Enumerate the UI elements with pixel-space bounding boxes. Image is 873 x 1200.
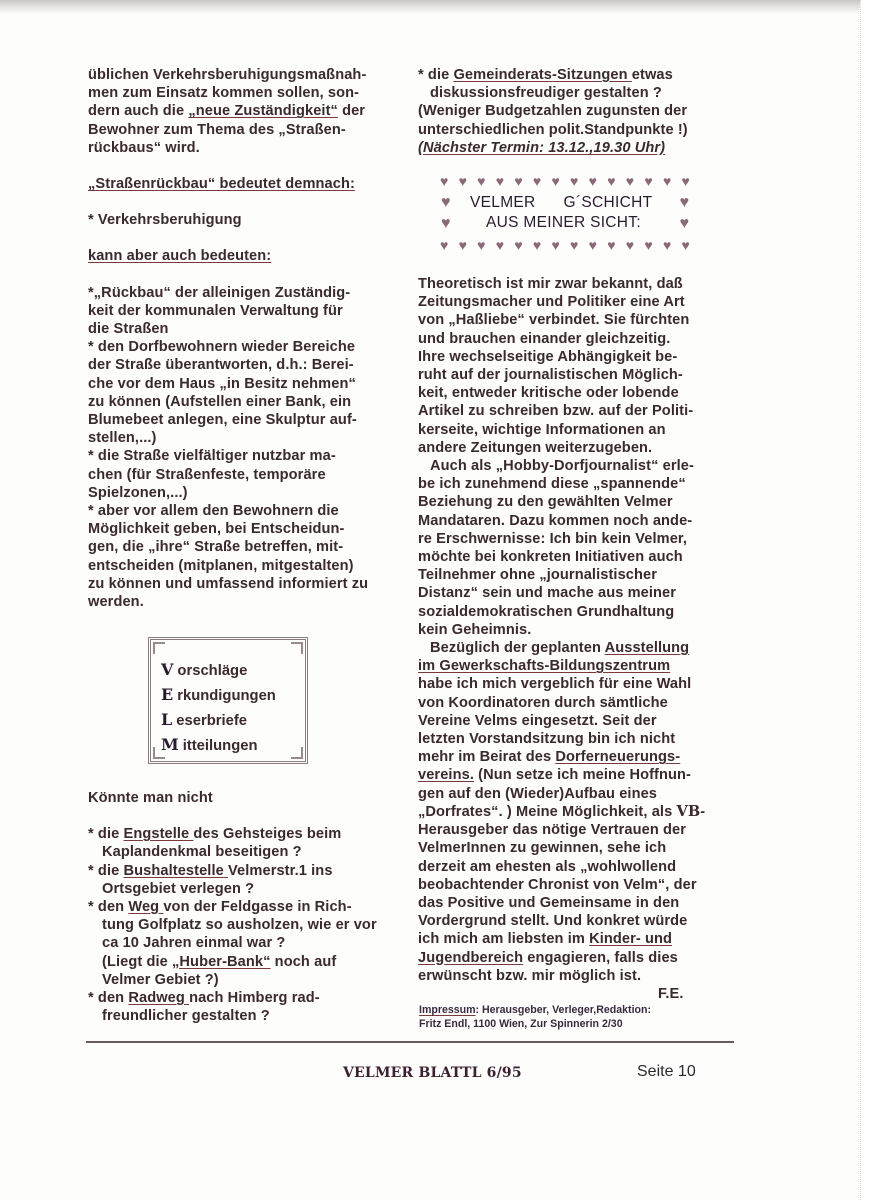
heart-icon: ♥ xyxy=(440,237,449,253)
column-subtitle: AUS MEINER SICHT: xyxy=(486,214,641,231)
corner-ornament xyxy=(291,642,303,654)
page-number: Seite 10 xyxy=(637,1063,696,1080)
impressum xyxy=(419,1003,651,1031)
text-line: Theoretisch ist mir zwar bekannt, daß xyxy=(418,276,683,292)
text-line: möchte bei konkreten Initiativen auch xyxy=(418,549,683,566)
article-body xyxy=(418,275,738,1003)
text-line: das Positive und Gemeinsame in den xyxy=(418,894,680,911)
text-fragment: engagieren, falls dies xyxy=(523,949,678,966)
text-fragment: nach Himberg rad- xyxy=(189,990,320,1007)
text-line: die Straßen xyxy=(88,321,169,338)
heart-icon: ♥ xyxy=(644,173,653,189)
text-line: letzten Vorstandsitzung bin ich nicht xyxy=(418,731,676,748)
acrostic-row xyxy=(161,733,276,758)
question-item xyxy=(88,862,408,880)
heart-icon: ♥ xyxy=(588,237,597,253)
text-fragment: ich mich am liebsten im xyxy=(418,931,590,948)
text-fragment: : Herausgeber, Verleger,Redaktion: xyxy=(475,1004,651,1016)
underlined-term: Kinder- und xyxy=(589,931,673,948)
text-fragment: * die xyxy=(418,67,454,83)
heart-icon: ♥ xyxy=(679,194,689,211)
text-fragment: (Nun setze ich meine Hoffnun- xyxy=(473,767,692,784)
text-line xyxy=(88,102,408,120)
text-fragment: * den xyxy=(88,990,129,1007)
heart-icon: ♥ xyxy=(607,173,616,189)
scan-shadow-top xyxy=(0,0,873,14)
text-fragment: von der Feldgasse in Rich- xyxy=(163,899,352,916)
text-fragment: Bezüglich der geplanten xyxy=(430,640,605,657)
text-fragment: * die xyxy=(88,826,124,843)
acrostic-row xyxy=(161,708,276,733)
underlined-term: „Huber-Bank“ xyxy=(172,953,271,970)
text-line: freundlicher gestalten ? xyxy=(102,1008,270,1025)
text-line: von „Haßliebe“ verbindet. Sie fürchten xyxy=(418,312,690,329)
text-line: tung Golfplatz so ausholzen, wie er vor xyxy=(102,917,377,934)
question-item xyxy=(88,989,408,1007)
acrostic-row xyxy=(161,658,276,683)
text-line: Vereine Velms eingesetzt. Seit der xyxy=(418,712,657,729)
text-line: Bewohner zum Thema des „Straßen- xyxy=(88,121,346,138)
heart-icon: ♥ xyxy=(662,173,672,189)
text-line: unterschiedlichen polit.Standpunkte !) xyxy=(418,121,688,138)
section-heading: „Straßenrückbau“ bedeutet demnach: xyxy=(88,176,355,193)
text-line: beobachtender Chronist von Velm“, der xyxy=(418,876,697,893)
paragraph xyxy=(418,275,738,457)
heart-icon: ♥ xyxy=(681,173,690,189)
text-line: che vor dem Haus „in Besitz nehmen“ xyxy=(88,375,356,392)
underlined-term: Engstelle xyxy=(123,826,194,843)
heart-icon: ♥ xyxy=(514,173,523,189)
heart-icon: ♥ xyxy=(514,237,523,253)
text-line: diskussionsfreudiger gestalten ? xyxy=(430,85,662,102)
text-line: chen (für Straßenfeste, temporäre xyxy=(88,466,326,483)
meaning-list xyxy=(88,284,408,612)
text-line: stellen,...) xyxy=(88,430,157,447)
acrostic-initial: E xyxy=(161,685,174,704)
question-intro: Könnte man nicht xyxy=(88,790,213,806)
text-line xyxy=(418,930,738,948)
heart-icon: ♥ xyxy=(532,173,542,189)
acrostic-word: orschläge xyxy=(177,663,248,679)
heart-icon: ♥ xyxy=(570,237,579,253)
section-heading: kann aber auch bedeuten: xyxy=(88,248,272,265)
author-signature: F.E. xyxy=(658,985,684,1002)
underlined-term: vereins. xyxy=(418,767,474,784)
text-fragment: noch auf xyxy=(270,953,337,970)
text-fragment: dern auch die xyxy=(88,103,189,120)
text-line: gen, die „ihre“ Straße betreffen, mit- xyxy=(88,539,344,556)
text-line xyxy=(418,639,738,657)
heart-icon: ♥ xyxy=(588,173,597,189)
acrostic-word: eserbriefe xyxy=(176,713,247,729)
heart-row xyxy=(440,174,690,188)
heart-icon: ♥ xyxy=(495,237,505,253)
text-line: Kaplandenkmal beseitigen ? xyxy=(102,844,302,861)
text-line xyxy=(418,949,738,967)
text-line: Herausgeber das nötige Vertrauen der xyxy=(418,822,686,839)
text-line: Ortsgebiet verlegen ? xyxy=(102,880,255,897)
text-line: gen auf den (Wieder)Aufbau eines xyxy=(418,785,658,802)
heart-icon: ♥ xyxy=(625,237,635,253)
heart-icon: ♥ xyxy=(477,237,486,253)
text-line: der Straße überantworten, d.h.: Berei- xyxy=(88,357,354,374)
heart-icon: ♥ xyxy=(532,237,542,253)
heart-icon: ♥ xyxy=(440,173,449,189)
text-fragment: * den xyxy=(88,899,129,916)
text-line: Vordergrund stellt. Und konkret würde xyxy=(418,913,688,930)
text-line: re Erschwernisse: Ich bin kein Velmer, xyxy=(418,530,688,547)
text-line: ca 10 Jahren einmal war ? xyxy=(102,935,286,952)
heart-icon: ♥ xyxy=(458,173,467,189)
right-column-top xyxy=(418,66,738,157)
text-line: Blumebeet anlegen, eine Skulptur auf- xyxy=(88,412,357,429)
scan-edge-right xyxy=(860,0,873,1200)
next-meeting-date: (Nächster Termin: 13.12.,19.30 Uhr) xyxy=(418,139,666,156)
corner-ornament xyxy=(291,747,303,759)
text-line: und brauchen einander gleichzeitig. xyxy=(418,330,671,347)
underlined-term: Jugendbereich xyxy=(418,949,524,966)
text-line: ruht auf der journalistischen Möglich- xyxy=(418,367,683,384)
text-line: men zum Einsatz kommen sollen, son- xyxy=(88,85,360,102)
list-item: * Verkehrsberuhigung xyxy=(88,212,242,229)
text-line: kerseite, wichtige Informationen an xyxy=(418,421,666,438)
corner-ornament xyxy=(153,642,165,654)
text-line: * die Straße vielfältiger nutzbar ma- xyxy=(88,448,336,465)
text-line: keit der kommunalen Verwaltung für xyxy=(88,302,343,319)
footer-divider xyxy=(86,1041,734,1043)
text-line: habe ich mich vergeblich für eine Wahl xyxy=(418,676,692,693)
acrostic-initial: L xyxy=(161,710,173,729)
heart-icon: ♥ xyxy=(551,237,560,253)
text-fragment: des Gehsteiges beim xyxy=(193,826,342,843)
text-line: von Koordinatoren durch sämtliche xyxy=(418,694,668,711)
left-column xyxy=(88,66,408,611)
text-fragment: Velmerstr.1 ins xyxy=(228,862,333,879)
text-line: rückbaus“ wird. xyxy=(88,139,200,156)
questions-section xyxy=(88,789,408,1025)
text-line: VelmerInnen zu gewinnen, sehe ich xyxy=(418,840,667,857)
heart-icon: ♥ xyxy=(477,173,486,189)
question-item xyxy=(88,898,408,916)
text-fragment: (Liegt die xyxy=(102,953,173,970)
heart-icon: ♥ xyxy=(644,237,653,253)
impressum-label: Impressum xyxy=(419,1004,476,1016)
heart-icon: ♥ xyxy=(625,173,635,189)
acrostic-row xyxy=(161,683,276,708)
underlined-term: Radweg xyxy=(128,990,190,1007)
heart-icon: ♥ xyxy=(679,215,689,232)
paragraph xyxy=(418,639,738,985)
heart-icon: ♥ xyxy=(441,194,451,211)
text-line xyxy=(418,748,738,766)
title-word: G´SCHICHT xyxy=(563,194,653,211)
heart-row xyxy=(440,238,690,252)
column-title xyxy=(470,194,652,212)
text-line: Möglichkeit geben, bei Entscheidun- xyxy=(88,521,345,538)
heart-icon: ♥ xyxy=(495,173,505,189)
underlined-term: Gemeinderats-Sitzungen xyxy=(453,67,632,83)
text-fragment: mehr im Beirat des xyxy=(418,749,556,766)
text-line: Spielzonen,...) xyxy=(88,484,188,501)
text-line: erwünscht bzw. mir möglich ist. xyxy=(418,967,642,984)
underlined-term: im Gewerkschafts-Bildungszentrum xyxy=(418,658,671,675)
text-line: (Weniger Budgetzahlen zugunsten der xyxy=(418,103,688,120)
hearts-banner xyxy=(440,174,690,252)
text-line: Artikel zu schreiben bzw. auf der Politi- xyxy=(418,403,694,420)
underlined-term: Dorferneuerungs- xyxy=(555,749,681,766)
acrostic-list xyxy=(161,658,276,758)
text-line: Distanz“ sein und mache aus meiner xyxy=(418,585,677,602)
text-fragment: * die xyxy=(88,862,124,879)
text-line: kein Geheimnis. xyxy=(418,621,532,638)
text-line: üblichen Verkehrsberuhigungsmaßnah- xyxy=(88,67,367,83)
text-line: zu können (Aufstellen einer Bank, ein xyxy=(88,393,352,410)
text-line: werden. xyxy=(88,594,144,611)
text-line: Auch als „Hobby-Dorfjournalist“ erle- xyxy=(430,458,694,475)
publication-title: VELMER BLATTL 6/95 xyxy=(343,1065,522,1081)
heart-icon: ♥ xyxy=(681,237,690,253)
text-fragment: - xyxy=(700,803,706,820)
acrostic-initial: M xyxy=(161,735,179,754)
underlined-term: Ausstellung xyxy=(604,640,690,657)
text-line: Velmer Gebiet ?) xyxy=(102,971,219,988)
heart-icon: ♥ xyxy=(570,173,579,189)
text-line: keit, entweder kritische oder lobende xyxy=(418,385,679,402)
acrostic-word: itteilungen xyxy=(182,738,258,754)
paragraph xyxy=(418,457,738,639)
text-line xyxy=(88,953,408,971)
text-fragment: „Dorfrates“. ) Meine Möglichkeit, als xyxy=(418,803,677,820)
acrostic-initial: V xyxy=(161,660,174,679)
text-line: be ich zunehmend diese „spannende“ xyxy=(418,476,686,493)
impressum-line xyxy=(419,1003,651,1017)
vb-logo-text: VB xyxy=(676,802,701,820)
question-item xyxy=(418,66,738,84)
impressum-line: Fritz Endl, 1100 Wien, Zur Spinnerin 2/30 xyxy=(419,1018,623,1030)
text-line: sozialdemokratischen Grundhaltung xyxy=(418,603,675,620)
text-line xyxy=(418,766,738,784)
underlined-term: Weg xyxy=(128,899,164,916)
velm-acrostic-box xyxy=(148,637,308,764)
text-fragment: etwas xyxy=(631,67,673,83)
text-line: * den Dorfbewohnern wieder Bereiche xyxy=(88,339,356,356)
text-line: andere Zeitungen weiterzugeben. xyxy=(418,439,653,456)
text-line: entscheiden (mitplanen, mitgestalten) xyxy=(88,557,354,574)
text-fragment: der xyxy=(337,103,366,120)
heart-icon: ♥ xyxy=(662,237,672,253)
text-line: Mandataren. Dazu kommen noch ande- xyxy=(418,512,693,529)
text-line: Beziehung zu den gewählten Velmer xyxy=(418,494,673,511)
heart-icon: ♥ xyxy=(607,237,616,253)
text-line: * aber vor allem den Bewohnern die xyxy=(88,503,339,520)
heart-icon: ♥ xyxy=(551,173,560,189)
text-line: zu können und umfassend informiert zu xyxy=(88,575,369,592)
text-line: Ihre wechselseitige Abhängigkeit be- xyxy=(418,348,678,365)
text-line: *„Rückbau“ der alleinigen Zuständig- xyxy=(88,284,351,301)
underlined-term: „neue Zuständigkeit“ xyxy=(188,103,338,120)
text-line: Teilnehmer ohne „journalistischer xyxy=(418,567,658,584)
title-word: VELMER xyxy=(470,194,536,211)
acrostic-word: rkundigungen xyxy=(177,688,276,704)
underlined-term: Bushaltestelle xyxy=(123,862,228,879)
question-item xyxy=(88,825,408,843)
text-line xyxy=(418,803,738,821)
heart-icon: ♥ xyxy=(458,237,467,253)
heart-icon: ♥ xyxy=(441,215,451,232)
text-line: derzeit am ehesten als „wohlwollend xyxy=(418,858,677,875)
text-line: Zeitungsmacher und Politiker eine Art xyxy=(418,294,685,311)
